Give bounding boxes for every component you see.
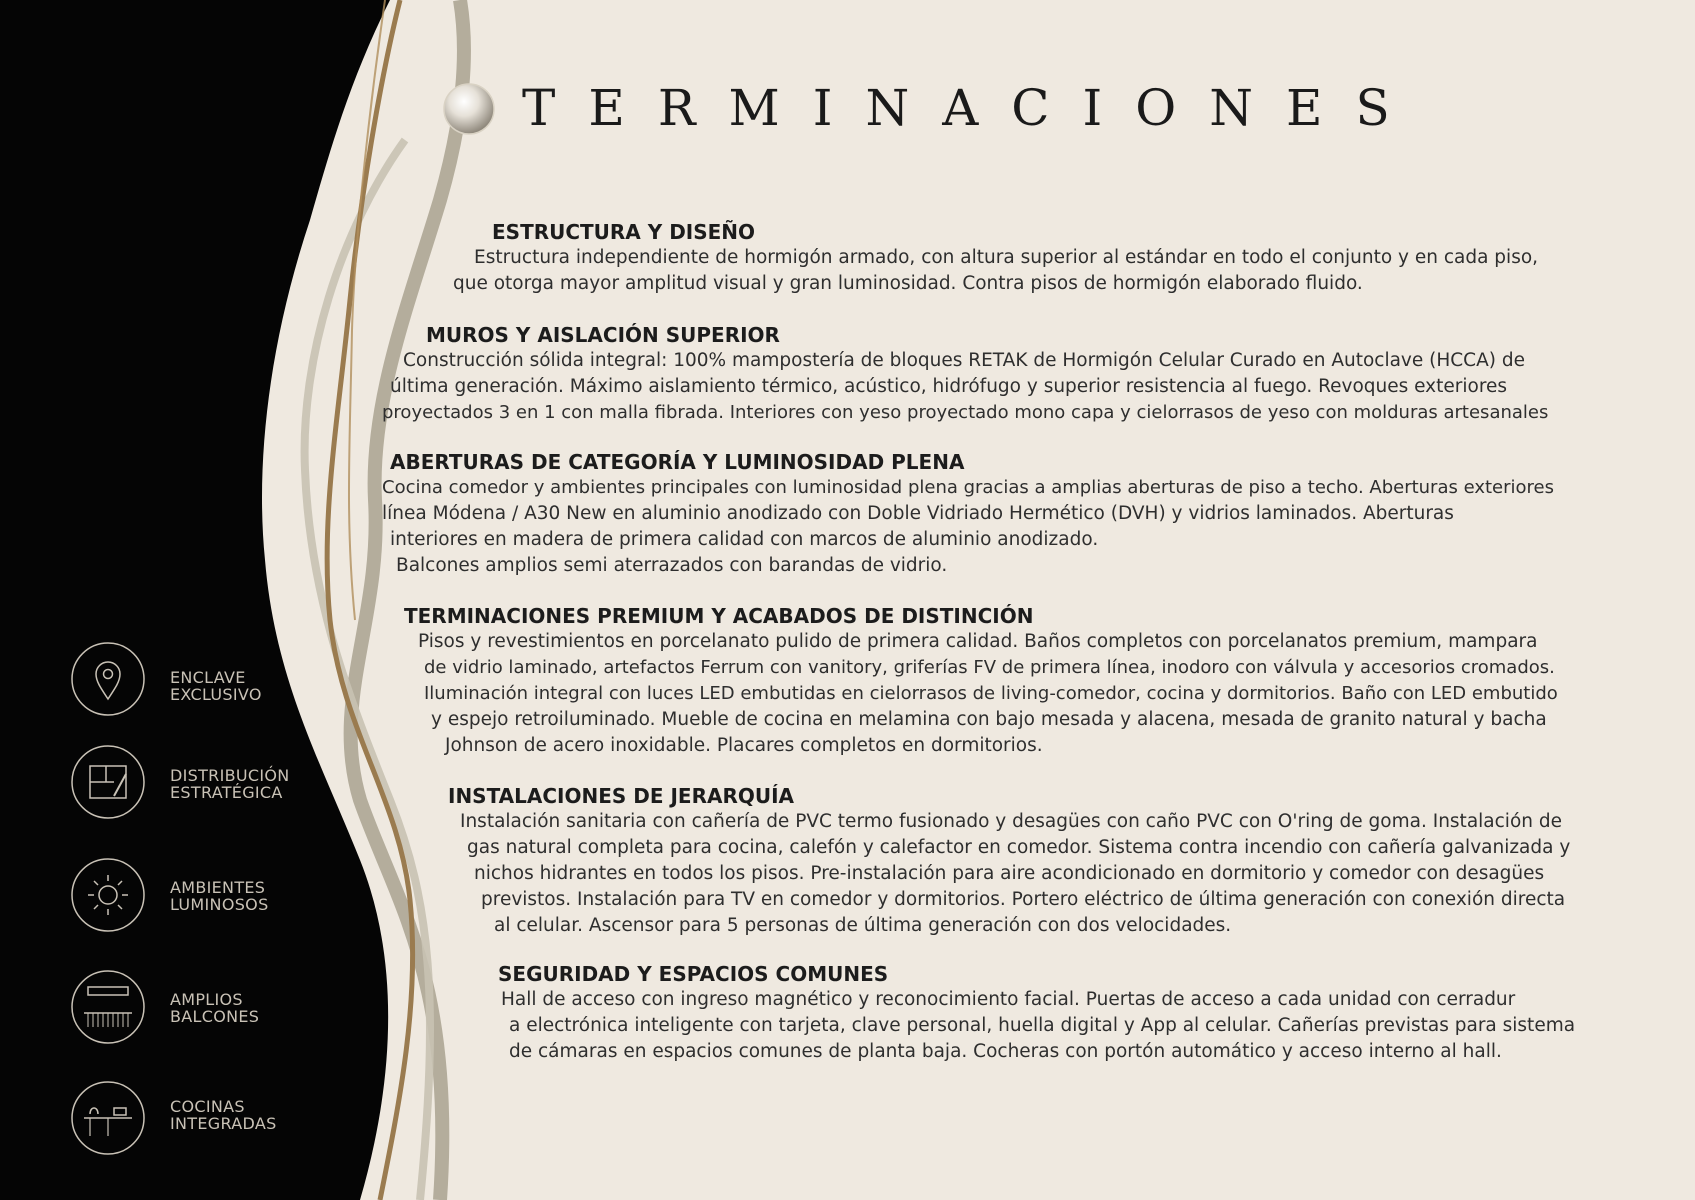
- section-heading-terminaciones: TERMINACIONES PREMIUM Y ACABADOS DE DISTINCIÓN: [404, 604, 1034, 628]
- section-heading-muros: MUROS Y AISLACIÓN SUPERIOR: [426, 323, 780, 347]
- section-line: última generación. Máximo aislamiento térmico, acústico, hidrófugo y superior resistencia al fuego. Revoques exteriores: [390, 376, 1508, 397]
- kitchen-icon: [70, 1080, 146, 1156]
- section-line: Cocina comedor y ambientes principales con luminosidad plena gracias a amplias aberturas de piso a techo. Aberturas exteriores: [382, 477, 1555, 498]
- section-line: previstos. Instalación para TV en comedor y dormitorios. Portero eléctrico de última generación con conexión directa: [481, 889, 1566, 910]
- section-line: y espejo retroiluminado. Mueble de cocina en melamina con bajo mesada y alacena, mesada de granito natural y bacha: [431, 709, 1547, 730]
- section-heading-aberturas: ABERTURAS DE CATEGORÍA Y LUMINOSIDAD PLENA: [390, 450, 965, 474]
- section-line: Instalación sanitaria con cañería de PVC termo fusionado y desagües con caño PVC con O'ring de goma. Instalación de: [460, 811, 1562, 832]
- feature-label-cocinas: COCINAS INTEGRADAS: [170, 1097, 277, 1133]
- feature-label-distribucion: DISTRIBUCIÓN ESTRATÉGICA: [170, 766, 290, 802]
- section-line: Estructura independiente de hormigón armado, con altura superior al estándar en todo el conjunto y en cada piso,: [474, 247, 1539, 268]
- balcony-icon: [70, 969, 146, 1045]
- section-heading-instalaciones: INSTALACIONES DE JERARQUÍA: [448, 784, 795, 808]
- section-line: de cámaras en espacios comunes de planta baja. Cocheras con portón automático y acceso interno al hall.: [509, 1041, 1502, 1062]
- section-heading-seguridad: SEGURIDAD Y ESPACIOS COMUNES: [498, 962, 889, 986]
- section-line: que otorga mayor amplitud visual y gran luminosidad. Contra pisos de hormigón elaborado fluido.: [453, 273, 1363, 294]
- pearl-ornament: [443, 83, 495, 135]
- location-pin-icon: [70, 641, 146, 717]
- section-line: proyectados 3 en 1 con malla fibrada. Interiores con yeso proyectado mono capa y cielorrasos de yeso con molduras artesanales: [382, 402, 1549, 423]
- section-line: Johnson de acero inoxidable. Placares completos en dormitorios.: [445, 735, 1043, 756]
- section-line: Iluminación integral con luces LED embutidas en cielorrasos de living-comedor, cocina y dormitorios. Baño con LED embutido: [424, 683, 1558, 704]
- section-line: Pisos y revestimientos en porcelanato pulido de primera calidad. Baños completos con porcelanatos premium, mampara: [418, 631, 1538, 652]
- floor-plan-icon: [70, 744, 146, 820]
- section-line: a electrónica inteligente con tarjeta, clave personal, huella digital y App al celular. Cañerías previstas para sistema: [509, 1015, 1576, 1036]
- section-heading-estructura: ESTRUCTURA Y DISEÑO: [492, 220, 756, 244]
- sun-icon: [70, 857, 146, 933]
- section-line: Construcción sólida integral: 100% mampostería de bloques RETAK de Hormigón Celular Curado en Autoclave (HCCA) de: [403, 350, 1525, 371]
- feature-label-enclave: ENCLAVE EXCLUSIVO: [170, 668, 262, 704]
- section-line: gas natural completa para cocina, calefón y calefactor en comedor. Sistema contra incendio con cañería galvanizada y: [467, 837, 1571, 858]
- section-line: Balcones amplios semi aterrazados con barandas de vidrio.: [396, 555, 948, 576]
- section-line: de vidrio laminado, artefactos Ferrum con vanitory, griferías FV de primera línea, inodoro con válvula y accesorios cromados.: [424, 657, 1555, 678]
- feature-label-balcones: AMPLIOS BALCONES: [170, 990, 260, 1026]
- page-title: TERMINACIONES: [522, 79, 1423, 137]
- feature-label-ambientes: AMBIENTES LUMINOSOS: [170, 878, 269, 914]
- section-line: línea Módena / A30 New en aluminio anodizado con Doble Vidriado Hermético (DVH) y vidrios laminados. Aberturas: [382, 503, 1454, 524]
- section-line: Hall de acceso con ingreso magnético y reconocimiento facial. Puertas de acceso a cada unidad con cerradur: [501, 989, 1516, 1010]
- section-line: interiores en madera de primera calidad con marcos de aluminio anodizado.: [390, 529, 1099, 550]
- section-line: al celular. Ascensor para 5 personas de última generación con dos velocidades.: [494, 915, 1232, 936]
- section-line: nichos hidrantes en todos los pisos. Pre-instalación para aire acondicionado en dormitorio y comedor con desagües: [474, 863, 1545, 884]
